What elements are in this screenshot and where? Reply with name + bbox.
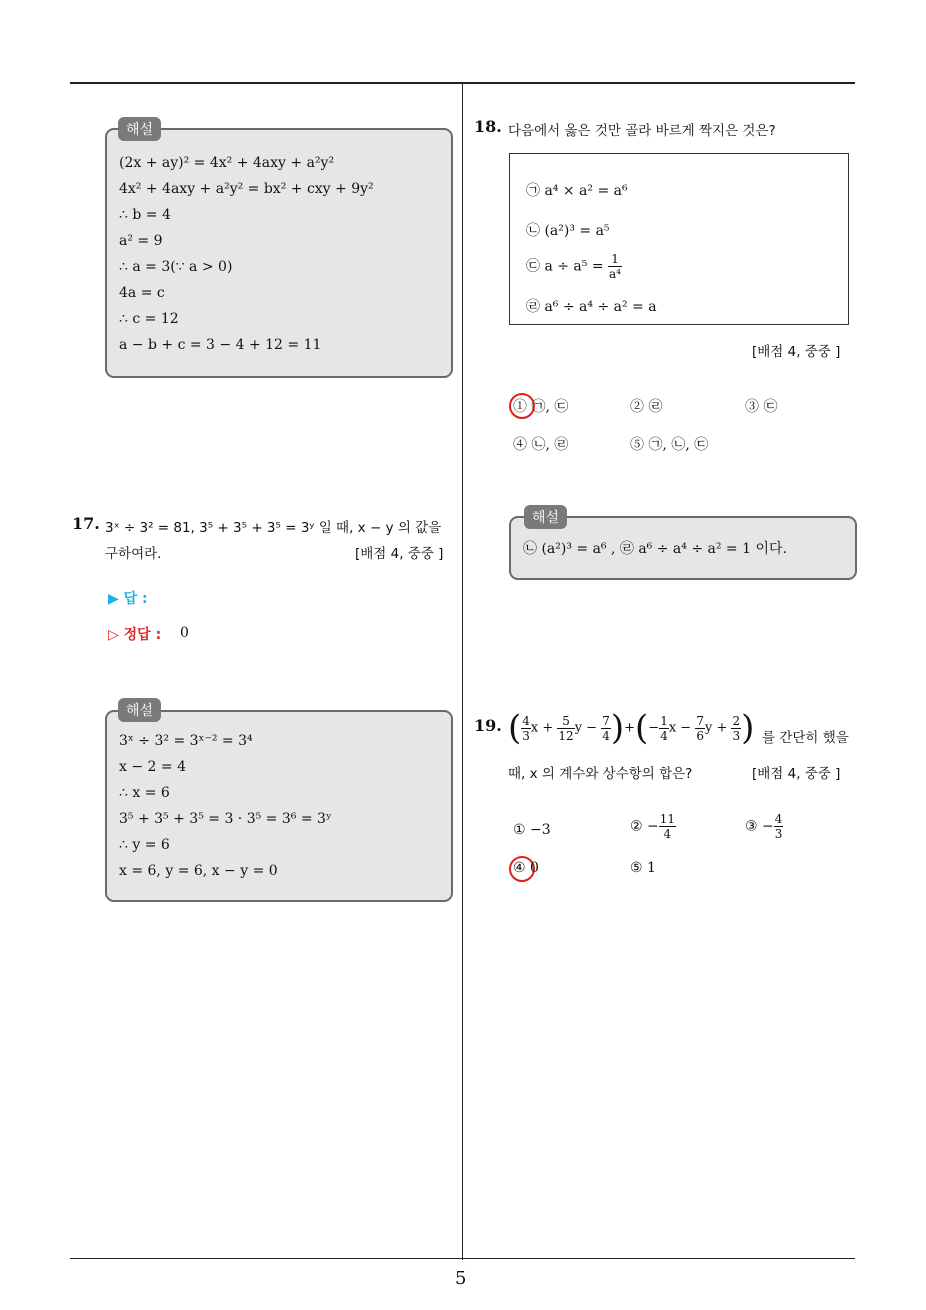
page-number: 5 [455,1268,467,1289]
statement-text: ㉢ a ÷ a⁵ = [526,258,604,275]
answer-label: ▶ 답 : [108,591,148,607]
exp-line: ∴ a = 3(∵ a > 0) [119,259,233,275]
question-text: 다음에서 옳은 것만 골라 바르게 짝지은 것은? [508,123,776,139]
question-text-line2: 때, x 의 계수와 상수항의 합은? [508,766,693,782]
option-4[interactable]: ④ ㉡, ㉣ [513,437,569,453]
explanation-tag: 해설 [118,117,161,141]
question-number: 19. [474,716,502,735]
exp-line: 3ˣ ÷ 3² = 3ˣ⁻² = 3⁴ [119,733,253,749]
expression: ( $\frac{4}{3}$ x + $\frac{5}{12}$ y − $\frac{7}{4}$ )+(− $\frac{1}{4}$ x − $\frac{7}{6}$ y + $\frac{2}{3}$ ) [508,708,755,748]
option-4[interactable]: ④ 0 [513,860,539,876]
option-5[interactable]: ⑤ ㉠, ㉡, ㉢ [630,437,709,453]
exp-line: ∴ x = 6 [119,785,170,801]
correct-answer-label: ▷ 정답 : [108,627,162,643]
points-label: [배점 4, 중중 ] [752,766,841,782]
exp-line: a − b + c = 3 − 4 + 12 = 11 [119,337,322,353]
statement-box [509,153,849,325]
question-number: 17. [72,514,100,533]
fraction: $\frac{1}{\text{a⁴}}$ [609,252,621,281]
explanation-tag: 해설 [524,505,567,529]
exp-line: ∴ b = 4 [119,207,171,223]
exp-line: x = 6, y = 6, x − y = 0 [119,863,278,879]
explanation-lines-17 [119,728,332,884]
option-3[interactable]: ③ ㉢ [745,399,778,415]
statement-item: ㉣ a⁶ ÷ a⁴ ÷ a² = a [526,299,657,315]
option-5[interactable]: ⑤ 1 [630,860,656,876]
column-divider [462,84,463,1260]
correct-answer-value: 0 [180,625,189,641]
statement-item [526,252,622,281]
question-text: 를 간단히 했을 [762,730,849,746]
exp-line: 3⁵ + 3⁵ + 3⁵ = 3 · 3⁵ = 3⁶ = 3ʸ [119,811,332,827]
exp-line: x − 2 = 4 [119,759,186,775]
points-label: [배점 4, 중중 ] [355,546,444,562]
exp-line: ㉡ (a²)³ = a⁶ , ㉣ a⁶ ÷ a⁴ ÷ a² = 1 이다. [523,541,787,557]
option-2[interactable]: ② ㉣ [630,399,663,415]
option-1[interactable]: ① −3 [513,822,551,838]
exp-line: (2x + ay)² = 4x² + 4axy + a²y² [119,155,335,171]
explanation-lines-16 [119,150,374,358]
option-2[interactable]: ② − $\frac{11}{4}$ [630,812,676,841]
exp-line: 4a = c [119,285,165,301]
statement-item: ㉡ (a²)³ = a⁵ [526,223,610,239]
exp-line: a² = 9 [119,233,163,249]
exp-line: ∴ c = 12 [119,311,179,327]
question-text: 3ˣ ÷ 3² = 81, 3⁵ + 3⁵ + 3⁵ = 3ʸ 일 때, x − y 의 값을 [105,520,442,536]
explanation-box-17 [105,710,453,902]
option-3[interactable]: ③ − $\frac{4}{3}$ [745,812,783,841]
exp-line: ∴ y = 6 [119,837,170,853]
statement-item: ㉠ a⁴ × a² = a⁶ [526,183,628,199]
explanation-lines-18 [523,536,787,562]
bottom-rule [70,1258,855,1259]
option-1[interactable]: ① ㉠, ㉢ [513,399,569,415]
points-label: [배점 4, 중중 ] [752,344,841,360]
explanation-tag: 해설 [118,698,161,722]
question-text-line2: 구하여라. [105,546,162,562]
explanation-box-16 [105,128,453,378]
question-number: 18. [474,117,502,136]
exp-line: 4x² + 4axy + a²y² = bx² + cxy + 9y² [119,181,374,197]
